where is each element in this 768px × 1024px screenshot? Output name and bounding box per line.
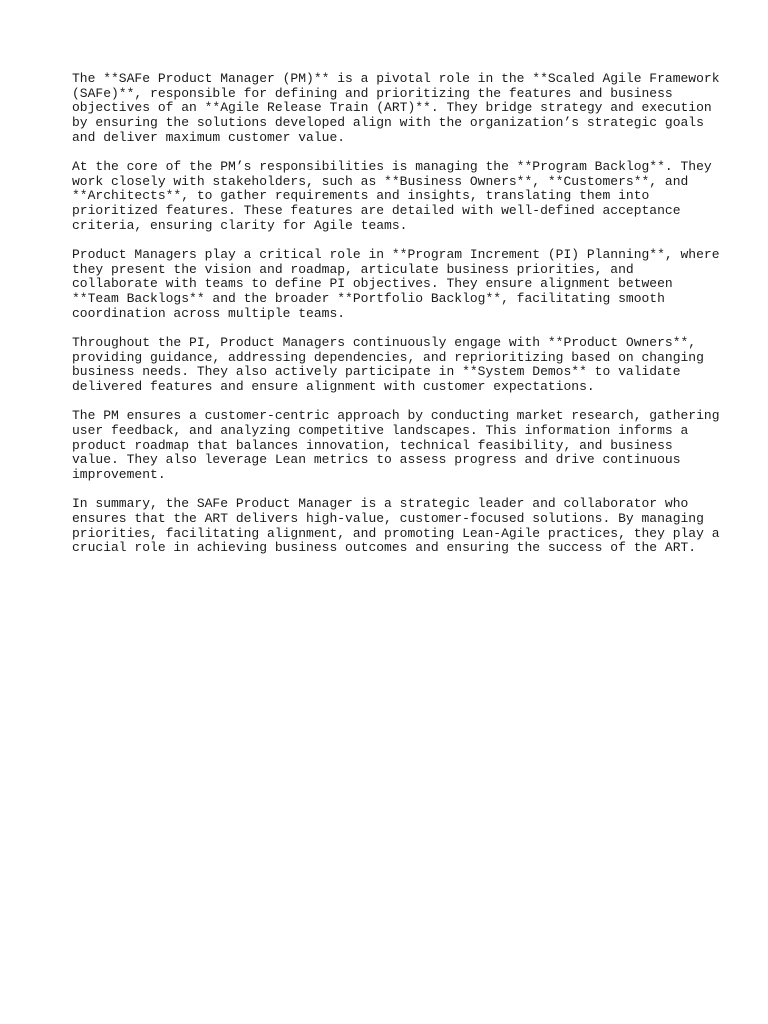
- paragraph-summary: In summary, the SAFe Product Manager is a strategic leader and collaborator who ensures that the ART delivers high-value, customer-focused solutions. By managing priorities, facilitating alignment, and promoting Lean-Agile practices, they play a crucial role in achieving business outcomes and ensuring the success of the ART.: [72, 496, 720, 556]
- paragraph-customer-centric: The PM ensures a customer-centric approach by conducting market research, gathering user feedback, and analyzing competitive landscapes. This information informs a product roadmap that balances innovation, technical feasibility, and business value. They also leverage Lean metrics to assess progress and drive continuous improvement.: [72, 408, 720, 483]
- paragraph-intro: The **SAFe Product Manager (PM)** is a pivotal role in the **Scaled Agile Framework (SAFe)**, responsible for defining and prioritizing the features and business objectives of an **Agile Release Train (ART)**. They bridge strategy and execution by ensuring the solutions developed align with the organization’s strategic goals and deliver maximum customer value.: [72, 71, 720, 145]
- paragraph-throughout-pi: Throughout the PI, Product Managers continuously engage with **Product Owners**, providing guidance, addressing dependencies, and reprioritizing based on changing business needs. They also actively participate in **System Demos** to validate delivered features and ensure alignment with customer expectations.: [72, 335, 704, 395]
- document-page: [72, 71, 720, 571]
- paragraph-backlog: At the core of the PM’s responsibilities is managing the **Program Backlog**. They work closely with stakeholders, such as **Business Owners**, **Customers**, and **Architects**, to gather requirements and insights, translating them into prioritized features. These features are detailed with well-defined acceptance criteria, ensuring clarity for Agile teams.: [72, 159, 712, 233]
- paragraph-pi-planning: Product Managers play a critical role in **Program Increment (PI) Planning**, where they present the vision and roadmap, articulate business priorities, and collaborate with teams to define PI objectives. They ensure alignment between **Team Backlogs** and the broader **Portfolio Backlog**, facilitating smooth coordination across multiple teams.: [72, 247, 720, 321]
